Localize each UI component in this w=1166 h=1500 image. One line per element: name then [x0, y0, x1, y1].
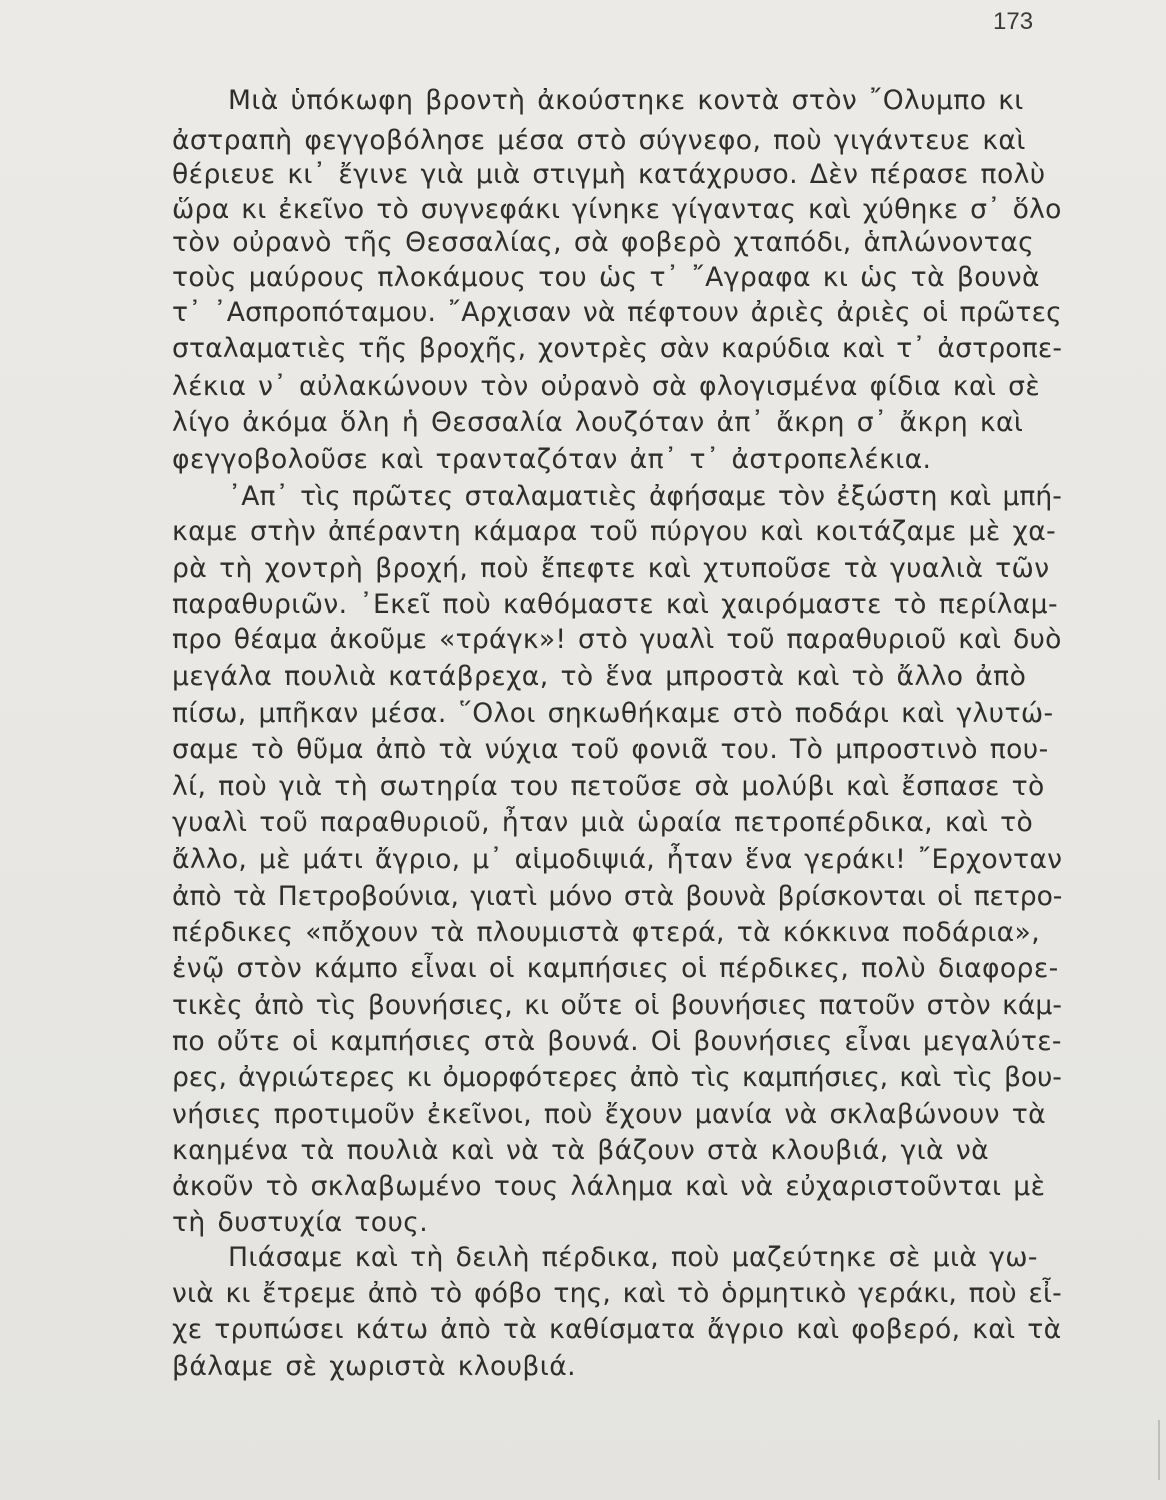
text-line: παραθυριῶν. ᾽Εκεῖ ποὺ καθόμαστε καὶ χαιρόμαστε τὸ περίλαμ- — [172, 589, 1058, 620]
text-line: φεγγοβολοῦσε καὶ τρανταζόταν ἀπ᾽ τ᾽ ἀστροπελέκια. — [172, 444, 932, 475]
text-line: πο οὔτε οἱ καμπήσιες στὰ βουνά. Οἱ βουνήσιες εἶναι μεγαλύτε- — [172, 1026, 1062, 1057]
text-line: ἀπὸ τὰ Πετροβούνια, γιατὶ μόνο στὰ βουνὰ βρίσκονται οἱ πετρο- — [172, 881, 1063, 912]
text-line: πέρδικες «πὄχουν τὰ πλουμιστὰ φτερά, τὰ κόκκινα ποδάρια», — [172, 917, 1041, 948]
text-line: λέκια ν᾽ αὐλακώνουν τὸν οὐρανὸ σὰ φλογισμένα φίδια καὶ σὲ — [172, 371, 1041, 402]
text-line: τοὺς μαύρους πλοκάμους του ὡς τ᾽ ῎Αγραφα κι ὡς τὰ βουνὰ — [172, 262, 1040, 293]
text-line: τὸν οὐρανὸ τῆς Θεσσαλίας, σὰ φοβερὸ χταπόδι, ἁπλώνοντας — [172, 227, 1035, 258]
text-line: τὴ δυστυχία τους. — [172, 1207, 429, 1238]
text-line: καμε στὴν ἀπέραντη κάμαρα τοῦ πύργου καὶ κοιτάζαμε μὲ χα- — [172, 516, 1057, 547]
text-line: Πιάσαμε καὶ τὴ δειλὴ πέρδικα, ποὺ μαζεύτηκε σὲ μιὰ γω- — [228, 1242, 1038, 1273]
text-line: ἄλλο, μὲ μάτι ἄγριο, μ᾽ αἱμοδιψιά, ἦταν ἕνα γεράκι! ῎Ερχονταν — [172, 844, 1063, 875]
text-line: σταλαματιὲς τῆς βροχῆς, χοντρὲς σὰν καρύδια καὶ τ᾽ ἀστροπε- — [172, 333, 1063, 364]
text-line: τ᾽ ᾽Ασπροπόταμου. ῎Αρχισαν νὰ πέφτουν ἀριὲς ἀριὲς οἱ πρῶτες — [172, 297, 1062, 328]
text-line: ρες, ἀγριώτερες κι ὀμορφότερες ἀπὸ τὶς καμπήσιες, καὶ τὶς βου- — [172, 1062, 1062, 1093]
text-line: τικὲς ἀπὸ τὶς βουνήσιες, κι οὔτε οἱ βουνήσιες πατοῦν στὸν κάμ- — [172, 990, 1062, 1021]
text-line: πίσω, μπῆκαν μέσα. ῞Ολοι σηκωθήκαμε στὸ ποδάρι καὶ γλυτώ- — [172, 698, 1054, 729]
text-line: γυαλὶ τοῦ παραθυριοῦ, ἦταν μιὰ ὡραία πετροπέρδικα, καὶ τὸ — [172, 807, 1034, 838]
text-line: νήσιες προτιμοῦν ἐκεῖνοι, ποὺ ἔχουν μανία νὰ σκλαβώνουν τὰ — [172, 1099, 1047, 1130]
text-line: ὥρα κι ἐκεῖνο τὸ συγνεφάκι γίνηκε γίγαντας καὶ χύθηκε σ᾽ ὅλο — [172, 194, 1062, 225]
text-line: ἀκοῦν τὸ σκλαβωμένο τους λάλημα καὶ νὰ εὐχαριστοῦνται μὲ — [172, 1171, 1046, 1202]
page-number: 173 — [993, 8, 1034, 35]
text-line: θέριευε κι᾽ ἔγινε γιὰ μιὰ στιγμὴ κατάχρυσο. Δὲν πέρασε πολὺ — [172, 159, 1046, 190]
text-line: βάλαμε σὲ χωριστὰ κλουβιά. — [172, 1351, 576, 1382]
text-line: προ θέαμα ἀκοῦμε «τράγκ»! στὸ γυαλὶ τοῦ παραθυριοῦ καὶ δυὸ — [172, 624, 1062, 655]
text-line: νιὰ κι ἔτρεμε ἀπὸ τὸ φόβο της, καὶ τὸ ὁρμητικὸ γεράκι, ποὺ εἶ- — [172, 1278, 1062, 1309]
text-line: λί, ποὺ γιὰ τὴ σωτηρία του πετοῦσε σὰ μολύβι καὶ ἔσπασε τὸ — [172, 771, 1045, 802]
text-line: ἐνῷ στὸν κάμπο εἶναι οἱ καμπήσιες οἱ πέρδικες, πολὺ διαφορε- — [172, 953, 1059, 984]
scan-edge-mark — [1158, 1420, 1160, 1480]
text-line: ἀστραπὴ φεγγοβόλησε μέσα στὸ σύγνεφο, ποὺ γιγάντευε καὶ — [172, 125, 1026, 156]
text-line: καημένα τὰ πουλιὰ καὶ νὰ τὰ βάζουν στὰ κλουβιά, γιὰ νὰ — [172, 1135, 990, 1166]
text-line: χε τρυπώσει κάτω ἀπὸ τὰ καθίσματα ἄγριο καὶ φοβερό, καὶ τὰ — [172, 1314, 1062, 1345]
text-line: ᾽Απ᾽ τὶς πρῶτες σταλαματιὲς ἀφήσαμε τὸν ἐξώστη καὶ μπή- — [228, 481, 1062, 512]
text-line: λίγο ἀκόμα ὅλη ἡ Θεσσαλία λουζόταν ἀπ᾽ ἄκρη σ᾽ ἄκρη καὶ — [172, 407, 1024, 438]
text-line: ρὰ τὴ χοντρὴ βροχή, ποὺ ἔπεφτε καὶ χτυποῦσε τὰ γυαλιὰ τῶν — [172, 553, 1050, 584]
text-line: σαμε τὸ θῦμα ἀπὸ τὰ νύχια τοῦ φονιᾶ του. Τὸ μπροστινὸ που- — [172, 734, 1049, 765]
text-line: μεγάλα πουλιὰ κατάβρεχα, τὸ ἕνα μπροστὰ καὶ τὸ ἄλλο ἀπὸ — [172, 661, 1027, 692]
text-line: Μιὰ ὑπόκωφη βροντὴ ἀκούστηκε κοντὰ στὸν ῎Ολυμπο κι — [228, 85, 1024, 116]
